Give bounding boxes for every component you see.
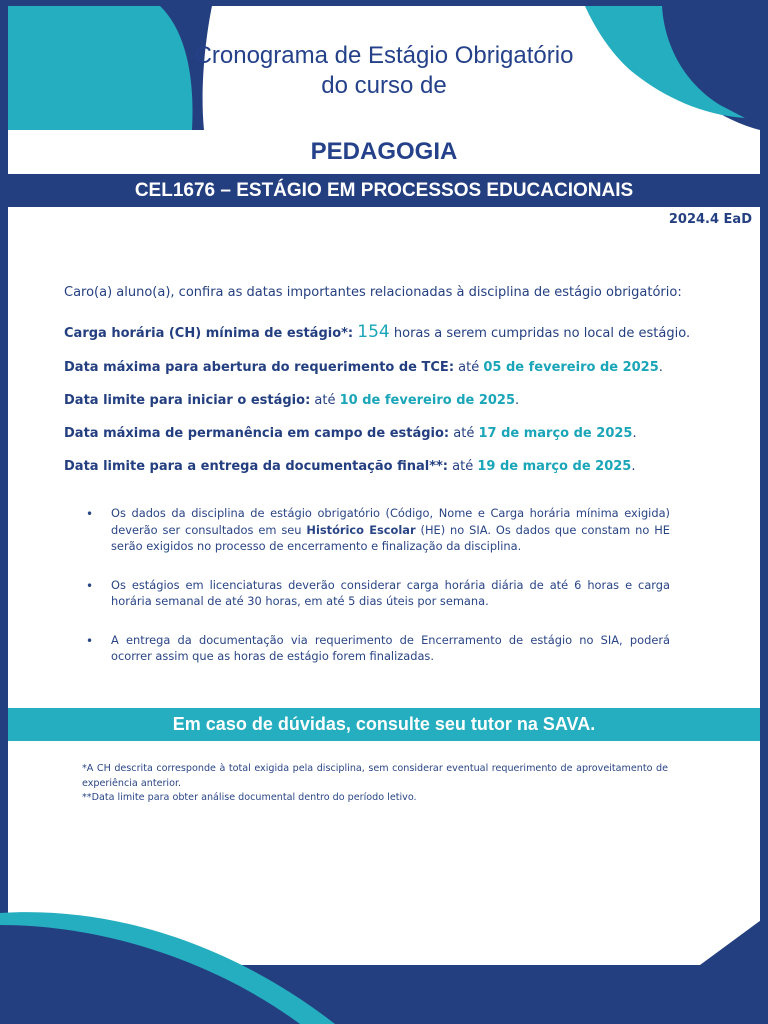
list-item bbox=[86, 577, 670, 610]
term-label: 2024.4 EaD bbox=[668, 212, 752, 227]
start-deadline-label: Data limite para iniciar o estágio: bbox=[64, 393, 311, 408]
documentation-deadline-prefix: até bbox=[452, 459, 474, 474]
field-deadline-value: 17 de março de 2025 bbox=[478, 426, 633, 441]
documentation-deadline-value: 19 de março de 2025 bbox=[477, 459, 632, 474]
tce-deadline-prefix: até bbox=[458, 360, 480, 375]
field-deadline-line bbox=[64, 426, 744, 441]
start-deadline-prefix: até bbox=[314, 393, 336, 408]
footnote-2: **Data limite para obter análise documental dentro do período letivo. bbox=[82, 792, 417, 803]
list-item bbox=[86, 632, 670, 665]
title-line-2: do curso de bbox=[321, 72, 447, 99]
field-deadline-label: Data máxima de permanência em campo de estágio: bbox=[64, 426, 450, 441]
bullet-text-1b: (HE) no SIA. Os dados que constam no HE serão exigidos no processo de encerramento e finalização da disciplina. bbox=[111, 522, 670, 553]
bullet-text-3: A entrega da documentação via requerimento de Encerramento de estágio no SIA, poderá ocorrer assim que as horas de estágio forem finalizadas. bbox=[111, 632, 670, 663]
tce-deadline-suffix: . bbox=[658, 360, 663, 375]
footnote-1: *A CH descrita corresponde à total exigida pela disciplina, sem considerar eventual requerimento de aproveitamento de experiência anterior. bbox=[82, 763, 668, 789]
minimum-hours-value: 154 bbox=[357, 322, 390, 342]
start-deadline-value: 10 de fevereiro de 2025 bbox=[339, 393, 516, 408]
start-deadline-line bbox=[64, 393, 744, 408]
bullet-icon: • bbox=[86, 633, 94, 648]
footnotes bbox=[82, 762, 668, 806]
tutor-banner: Em caso de dúvidas, consulte seu tutor na SAVA. bbox=[8, 708, 760, 741]
guidelines-list bbox=[86, 505, 670, 687]
documentation-deadline-line bbox=[64, 459, 744, 474]
documentation-deadline-label: Data limite para a entrega da documentação final**: bbox=[64, 459, 449, 474]
field-deadline-prefix: até bbox=[453, 426, 475, 441]
start-deadline-suffix: . bbox=[515, 393, 520, 408]
bullet-text-1-bold: Histórico Escolar bbox=[306, 522, 416, 537]
bullet-text-2: Os estágios em licenciaturas deverão considerar carga horária diária de até 6 horas e carga horária semanal de até 30 horas, em até 5 dias úteis por semana. bbox=[111, 577, 670, 608]
bottom-right-navy-shape bbox=[650, 915, 768, 1024]
minimum-hours-line bbox=[64, 322, 744, 342]
intro-text: Caro(a) aluno(a), confira as datas importantes relacionadas à disciplina de estágio obrigatório: bbox=[64, 285, 682, 300]
course-code-bar: CEL1676 – ESTÁGIO EM PROCESSOS EDUCACIONAIS bbox=[0, 174, 768, 207]
bullet-icon: • bbox=[86, 578, 94, 593]
tce-deadline-value: 05 de fevereiro de 2025 bbox=[483, 360, 659, 375]
tce-deadline-label: Data máxima para abertura do requerimento de TCE: bbox=[64, 360, 455, 375]
bullet-text-1a: Os dados da disciplina de estágio obrigatório (Código, Nome e Carga horária mínima exigida) deverão ser consultados em seu bbox=[111, 506, 670, 537]
minimum-hours-suffix: horas a serem cumpridas no local de estágio. bbox=[393, 326, 691, 341]
bullet-icon: • bbox=[86, 507, 94, 521]
documentation-deadline-suffix: . bbox=[631, 459, 636, 474]
tce-deadline-line bbox=[64, 360, 744, 375]
minimum-hours-label: Carga horária (CH) mínima de estágio*: bbox=[64, 326, 354, 341]
course-name: PEDAGOGIA bbox=[310, 138, 458, 165]
title-line-1: Cronograma de Estágio Obrigatório bbox=[194, 42, 574, 69]
field-deadline-suffix: . bbox=[632, 426, 637, 441]
list-item bbox=[86, 505, 670, 555]
